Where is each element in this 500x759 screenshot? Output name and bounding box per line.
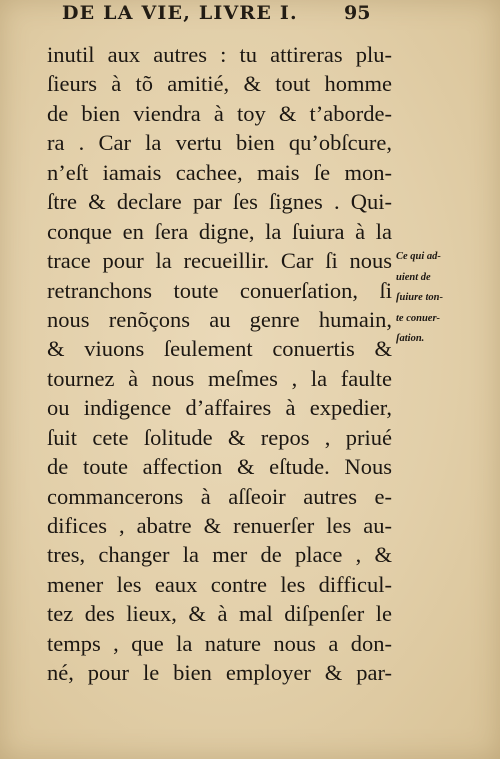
marginal-note-line: ſation. [396, 333, 425, 344]
marginal-note-line: uient de [396, 271, 431, 283]
text-line: tournez à nous meſmes , la faulte [47, 365, 392, 391]
text-line: temps , que la nature nous a don- [47, 630, 392, 656]
text-line: & viuons ſeulement conuertis & [47, 336, 392, 362]
text-line: tres, changer la mer de place , & [47, 542, 392, 568]
text-line: de bien viendra à toy & t’aborde- [47, 100, 392, 126]
text-line: ou indigence d’affaires à expedier, [47, 395, 392, 421]
main-text-block [47, 40, 392, 688]
text-line: mener les eaux contre les difficul- [47, 571, 392, 597]
text-line: ſtre & declare par ſes ſignes . Qui- [47, 189, 392, 215]
text-line: retranchons toute conuerſation, ſi [47, 277, 392, 303]
text-line: né, pour le bien employer & par- [47, 660, 392, 686]
text-line: conque en ſera digne, la ſuiura à la [47, 218, 392, 244]
text-line: ſieurs à tõ amitié, & tout homme [47, 71, 392, 97]
marginal-note-line: ſuiure ton- [396, 292, 443, 303]
running-head: DE LA VIE, LIVRE I. [62, 2, 298, 24]
marginal-note [396, 247, 462, 350]
text-line: n’eſt iamais cachee, mais ſe mon- [47, 159, 392, 185]
marginal-note-line: te conuer- [396, 312, 441, 324]
text-line: ra . Car la vertu bien qu’obſcure, [47, 130, 392, 156]
marginal-note-line: Ce qui ad- [396, 251, 441, 262]
text-line: commancerons à aſſeoir autres e- [47, 483, 392, 509]
text-line: ſuit cete ſolitude & repos , priué [47, 424, 392, 450]
text-line: de toute affection & eſtude. Nous [47, 454, 392, 480]
text-line: inutil aux autres : tu attireras plu- [47, 42, 392, 67]
text-line: tez des lieux, & à mal diſpenſer le [47, 601, 392, 627]
page-number: 95 [344, 2, 371, 24]
text-line: difices , abatre & renuerſer les au- [47, 513, 392, 538]
text-line: nous renõçons au genre humain, [47, 306, 392, 332]
text-line: trace pour la recueillir. Car ſi nous [47, 248, 392, 274]
